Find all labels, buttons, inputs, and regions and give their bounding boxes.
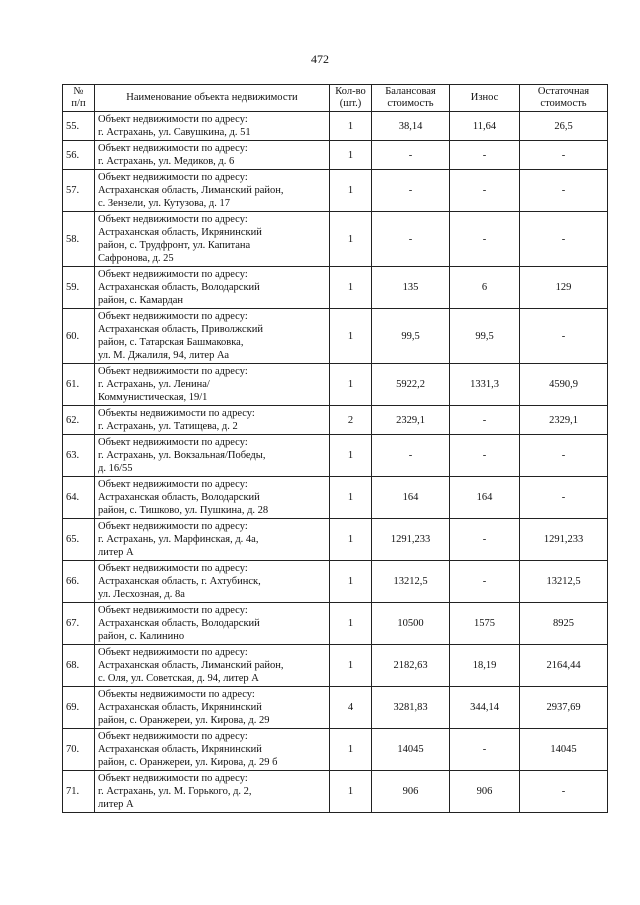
- wear-value: 18,19: [450, 645, 520, 687]
- balance-value: 135: [372, 267, 450, 309]
- page-number: 472: [311, 52, 329, 66]
- residual-value: 26,5: [520, 112, 608, 141]
- table-row: [63, 687, 608, 729]
- row-number: 57.: [63, 170, 95, 212]
- property-name: Объект недвижимости по адресу: Астраханская область, г. Ахтубинск, ул. Лесхозная, д. 8а: [95, 561, 330, 603]
- row-number: 70.: [63, 729, 95, 771]
- balance-value: -: [372, 212, 450, 267]
- row-number: 58.: [63, 212, 95, 267]
- table-row: [63, 267, 608, 309]
- property-name: Объект недвижимости по адресу: г. Астрахань, ул. М. Горького, д. 2, литер А: [95, 771, 330, 813]
- residual-value: 13212,5: [520, 561, 608, 603]
- balance-value: 14045: [372, 729, 450, 771]
- wear-value: -: [450, 435, 520, 477]
- table-header-row: [63, 85, 608, 112]
- row-number: 56.: [63, 141, 95, 170]
- header-wear: Износ: [450, 85, 520, 112]
- table-row: [63, 519, 608, 561]
- quantity: 1: [330, 267, 372, 309]
- quantity: 1: [330, 771, 372, 813]
- quantity: 1: [330, 309, 372, 364]
- balance-value: 5922,2: [372, 364, 450, 406]
- table-row: [63, 561, 608, 603]
- balance-value: 38,14: [372, 112, 450, 141]
- quantity: 1: [330, 477, 372, 519]
- residual-value: 1291,233: [520, 519, 608, 561]
- wear-value: -: [450, 406, 520, 435]
- balance-value: 99,5: [372, 309, 450, 364]
- property-name: Объект недвижимости по адресу: г. Астрахань, ул. Марфинская, д. 4а, литер А: [95, 519, 330, 561]
- balance-value: 2182,63: [372, 645, 450, 687]
- quantity: 1: [330, 561, 372, 603]
- residual-value: -: [520, 170, 608, 212]
- header-balance: Балансовая стоимость: [372, 85, 450, 112]
- table-row: [63, 645, 608, 687]
- balance-value: 1291,233: [372, 519, 450, 561]
- quantity: 1: [330, 112, 372, 141]
- wear-value: 11,64: [450, 112, 520, 141]
- row-number: 62.: [63, 406, 95, 435]
- quantity: 4: [330, 687, 372, 729]
- residual-value: 2937,69: [520, 687, 608, 729]
- quantity: 1: [330, 729, 372, 771]
- balance-value: 13212,5: [372, 561, 450, 603]
- table-row: [63, 364, 608, 406]
- property-name: Объект недвижимости по адресу: г. Астрахань, ул. Медиков, д. 6: [95, 141, 330, 170]
- property-name: Объект недвижимости по адресу: Астраханская область, Икрянинский район, с. Оранжереи, ул. Кирова, д. 29 б: [95, 729, 330, 771]
- property-name: Объект недвижимости по адресу: Астраханская область, Приволжский район, с. Татарская Башмаковка, ул. М. Джалиля, 94, литер Аа: [95, 309, 330, 364]
- balance-value: 10500: [372, 603, 450, 645]
- balance-value: -: [372, 170, 450, 212]
- wear-value: 99,5: [450, 309, 520, 364]
- row-number: 55.: [63, 112, 95, 141]
- row-number: 64.: [63, 477, 95, 519]
- residual-value: -: [520, 435, 608, 477]
- property-name: Объекты недвижимости по адресу: г. Астрахань, ул. Татищева, д. 2: [95, 406, 330, 435]
- row-number: 61.: [63, 364, 95, 406]
- header-qty: Кол-во (шт.): [330, 85, 372, 112]
- property-name: Объект недвижимости по адресу: Астраханская область, Икрянинский район, с. Трудфронт, ул. Капитана Сафронова, д. 25: [95, 212, 330, 267]
- quantity: 1: [330, 519, 372, 561]
- table-row: [63, 112, 608, 141]
- property-name: Объект недвижимости по адресу: г. Астрахань, ул. Ленина/ Коммунистическая, 19/1: [95, 364, 330, 406]
- row-number: 65.: [63, 519, 95, 561]
- residual-value: -: [520, 141, 608, 170]
- row-number: 71.: [63, 771, 95, 813]
- wear-value: -: [450, 141, 520, 170]
- wear-value: -: [450, 561, 520, 603]
- property-name: Объект недвижимости по адресу: г. Астрахань, ул. Савушкина, д. 51: [95, 112, 330, 141]
- property-name: Объекты недвижимости по адресу: Астраханская область, Икрянинский район, с. Оранжереи, ул. Кирова, д. 29: [95, 687, 330, 729]
- residual-value: -: [520, 212, 608, 267]
- wear-value: 1575: [450, 603, 520, 645]
- header-residual: Остаточная стоимость: [520, 85, 608, 112]
- table-row: [63, 309, 608, 364]
- wear-value: 1331,3: [450, 364, 520, 406]
- residual-value: -: [520, 309, 608, 364]
- wear-value: 906: [450, 771, 520, 813]
- quantity: 1: [330, 364, 372, 406]
- row-number: 68.: [63, 645, 95, 687]
- balance-value: 906: [372, 771, 450, 813]
- residual-value: 8925: [520, 603, 608, 645]
- balance-value: 3281,83: [372, 687, 450, 729]
- property-name: Объект недвижимости по адресу: Астраханская область, Лиманский район, с. Зензели, ул. Кутузова, д. 17: [95, 170, 330, 212]
- quantity: 1: [330, 645, 372, 687]
- property-name: Объект недвижимости по адресу: г. Астрахань, ул. Вокзальная/Победы, д. 16/55: [95, 435, 330, 477]
- wear-value: -: [450, 170, 520, 212]
- property-name: Объект недвижимости по адресу: Астраханская область, Володарский район, с. Калинино: [95, 603, 330, 645]
- quantity: 1: [330, 435, 372, 477]
- balance-value: -: [372, 141, 450, 170]
- residual-value: 129: [520, 267, 608, 309]
- row-number: 60.: [63, 309, 95, 364]
- table-row: [63, 435, 608, 477]
- property-table: [62, 84, 608, 813]
- property-name: Объект недвижимости по адресу: Астраханская область, Володарский район, с. Тишково, ул. Пушкина, д. 28: [95, 477, 330, 519]
- row-number: 66.: [63, 561, 95, 603]
- table-row: [63, 406, 608, 435]
- residual-value: -: [520, 477, 608, 519]
- row-number: 67.: [63, 603, 95, 645]
- quantity: 1: [330, 603, 372, 645]
- table-row: [63, 771, 608, 813]
- quantity: 1: [330, 141, 372, 170]
- row-number: 59.: [63, 267, 95, 309]
- table-row: [63, 729, 608, 771]
- row-number: 63.: [63, 435, 95, 477]
- wear-value: -: [450, 729, 520, 771]
- table-row: [63, 477, 608, 519]
- residual-value: 2164,44: [520, 645, 608, 687]
- table-row: [63, 170, 608, 212]
- table-row: [63, 141, 608, 170]
- residual-value: 4590,9: [520, 364, 608, 406]
- header-num: № п/п: [63, 85, 95, 112]
- table-row: [63, 603, 608, 645]
- quantity: 2: [330, 406, 372, 435]
- wear-value: 6: [450, 267, 520, 309]
- quantity: 1: [330, 212, 372, 267]
- wear-value: 344,14: [450, 687, 520, 729]
- wear-value: 164: [450, 477, 520, 519]
- property-name: Объект недвижимости по адресу: Астраханская область, Володарский район, с. Камардан: [95, 267, 330, 309]
- residual-value: 14045: [520, 729, 608, 771]
- balance-value: 2329,1: [372, 406, 450, 435]
- balance-value: -: [372, 435, 450, 477]
- row-number: 69.: [63, 687, 95, 729]
- quantity: 1: [330, 170, 372, 212]
- header-name: Наименование объекта недвижимости: [95, 85, 330, 112]
- property-name: Объект недвижимости по адресу: Астраханская область, Лиманский район, с. Оля, ул. Советская, д. 94, литер А: [95, 645, 330, 687]
- balance-value: 164: [372, 477, 450, 519]
- residual-value: -: [520, 771, 608, 813]
- residual-value: 2329,1: [520, 406, 608, 435]
- table-row: [63, 212, 608, 267]
- wear-value: -: [450, 519, 520, 561]
- wear-value: -: [450, 212, 520, 267]
